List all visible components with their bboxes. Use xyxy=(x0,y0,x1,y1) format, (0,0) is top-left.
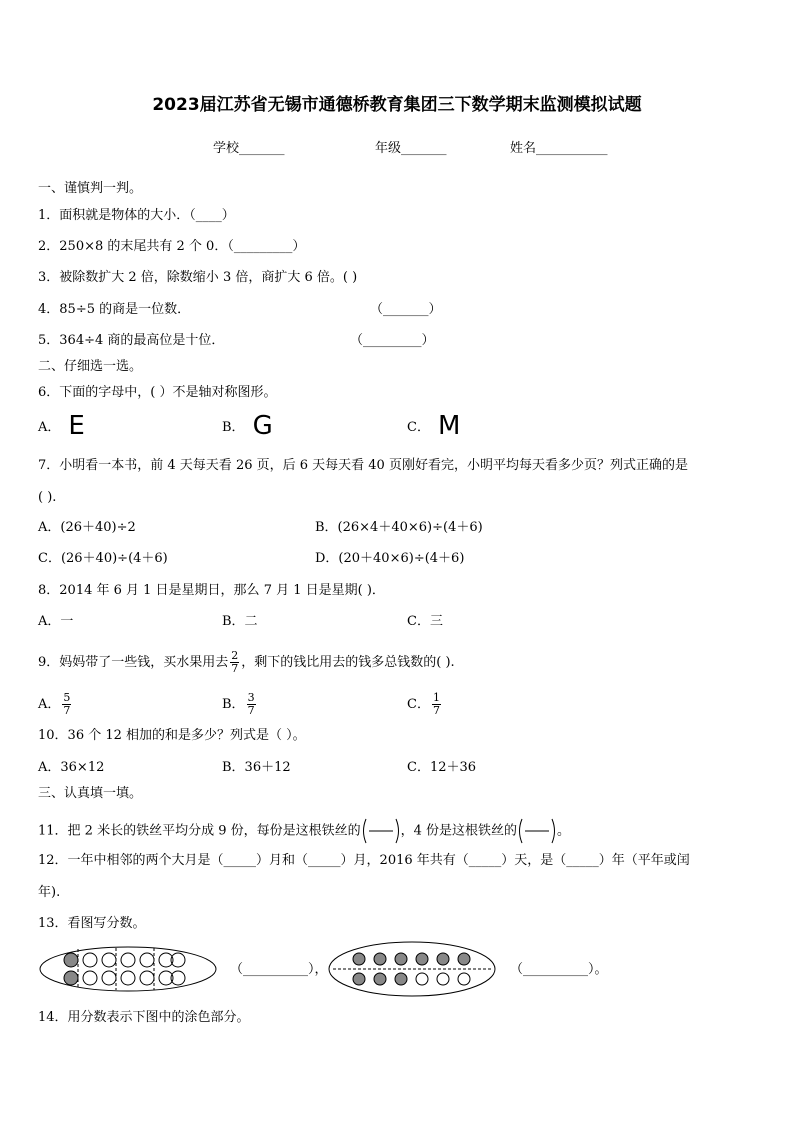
fraction-blank-bracket[interactable] xyxy=(361,817,401,845)
fraction: $\frac{1}{7}$ xyxy=(432,691,440,717)
question-6: 6．下面的字母中，( ）不是轴对称图形。 xyxy=(38,385,277,400)
question-1: 1．面积就是物体的大小．（____） xyxy=(38,208,235,223)
question-13-blank-1[interactable]: （__________）， xyxy=(230,962,328,977)
section-heading-2: 二、仔细选一选。 xyxy=(38,359,143,374)
q8-option-c[interactable]: C．三 xyxy=(407,614,443,629)
section-heading-1: 一、谨慎判一判。 xyxy=(38,181,143,196)
q6-option-b-label: B． xyxy=(222,420,245,435)
question-8: 8．2014 年 6 月 1 日是星期日，那么 7 月 1 日是星期( )． xyxy=(38,583,385,598)
question-13: 13．看图写分数。 xyxy=(38,916,146,931)
question-12-line-2: 年). xyxy=(38,885,61,900)
question-3: 3．被除数扩大 2 倍，除数缩小 3 倍，商扩大 6 倍。( ) xyxy=(38,270,358,285)
oval-circles-figure-2 xyxy=(327,940,497,998)
question-4-blank[interactable]: （_______） xyxy=(370,302,442,317)
q7-option-c[interactable]: C．(26＋40)÷(4＋6) xyxy=(38,551,168,566)
school-field[interactable]: 学校_______ xyxy=(213,141,285,156)
q9-option-c[interactable]: C． $\frac{1}{7}$ xyxy=(407,691,440,717)
question-9-stem-a: 9．妈妈带了一些钱，买水果用去 xyxy=(38,655,229,670)
fraction: $\frac{5}{7}$ xyxy=(63,691,71,717)
fraction: $\frac{3}{7}$ xyxy=(247,691,255,717)
section-heading-3: 三、认真填一填。 xyxy=(38,786,143,801)
letter-e-glyph: E xyxy=(68,411,85,441)
question-14: 14．用分数表示下图中的涂色部分。 xyxy=(38,1010,250,1025)
question-11: 11．把 2 米长的铁丝平均分成 9 份，每份是这根铁丝的 ，4 份是这根铁丝的 。 xyxy=(38,817,570,845)
letter-m-glyph: M xyxy=(437,411,461,441)
q10-option-a[interactable]: A．36×12 xyxy=(38,760,105,775)
q7-option-b[interactable]: B．(26×4＋40×6)÷(4＋6) xyxy=(315,520,483,535)
q6-option-b[interactable] xyxy=(222,411,273,441)
question-9 xyxy=(38,650,455,675)
q7-option-d[interactable]: D．(20＋40×6)÷(4＋6) xyxy=(315,551,465,566)
grade-field[interactable]: 年级_______ xyxy=(375,141,447,156)
q8-option-a[interactable]: A．一 xyxy=(38,614,74,629)
q8-option-b[interactable]: B．二 xyxy=(222,614,258,629)
q9-option-a[interactable]: A． $\frac{5}{7}$ xyxy=(38,691,71,717)
question-5-blank[interactable]: （_________） xyxy=(350,333,435,348)
q10-option-b[interactable]: B．36＋12 xyxy=(222,760,291,775)
fraction: $\frac{2}{7}$ xyxy=(231,649,239,675)
question-7-blank: ( ). xyxy=(38,490,57,505)
q6-option-a[interactable] xyxy=(38,411,85,441)
fraction-blank-bracket[interactable] xyxy=(517,817,557,845)
q7-option-a[interactable]: A．(26＋40)÷2 xyxy=(38,520,136,535)
question-9-stem-b: ，剩下的钱比用去的钱多总钱数的( ). xyxy=(241,655,455,670)
question-5: 5．364÷4 商的最高位是十位． xyxy=(38,333,225,348)
question-12-line-1: 12．一年中相邻的两个大月是（_____）月和（_____）月，2016 年共有（_____）天，是（_____）年（平年或闰 xyxy=(38,853,690,868)
q9-option-b[interactable]: B． $\frac{3}{7}$ xyxy=(222,691,255,717)
question-2: 2．250×8 的末尾共有 2 个 0．（_________） xyxy=(38,239,306,254)
question-7: 7．小明看一本书，前 4 天每天看 26 页，后 6 天每天看 40 页刚好看完，小明平均每天看多少页？列式正确的是 xyxy=(38,458,688,473)
question-13-blank-2[interactable]: （__________）。 xyxy=(510,962,608,977)
q6-option-a-label: A． xyxy=(38,420,61,435)
name-field[interactable]: 姓名___________ xyxy=(510,141,608,156)
question-4: 4．85÷5 的商是一位数． xyxy=(38,302,191,317)
oval-circles-figure-1 xyxy=(38,944,218,994)
letter-g-glyph: G xyxy=(252,411,273,441)
question-10: 10．36 个 12 相加的和是多少？列式是（ ）。 xyxy=(38,728,306,743)
page-title: 2023届江苏省无锡市通德桥教育集团三下数学期末监测模拟试题 xyxy=(152,95,642,115)
q6-option-c[interactable] xyxy=(407,411,461,441)
q10-option-c[interactable]: C．12＋36 xyxy=(407,760,477,775)
q6-option-c-label: C． xyxy=(407,420,430,435)
